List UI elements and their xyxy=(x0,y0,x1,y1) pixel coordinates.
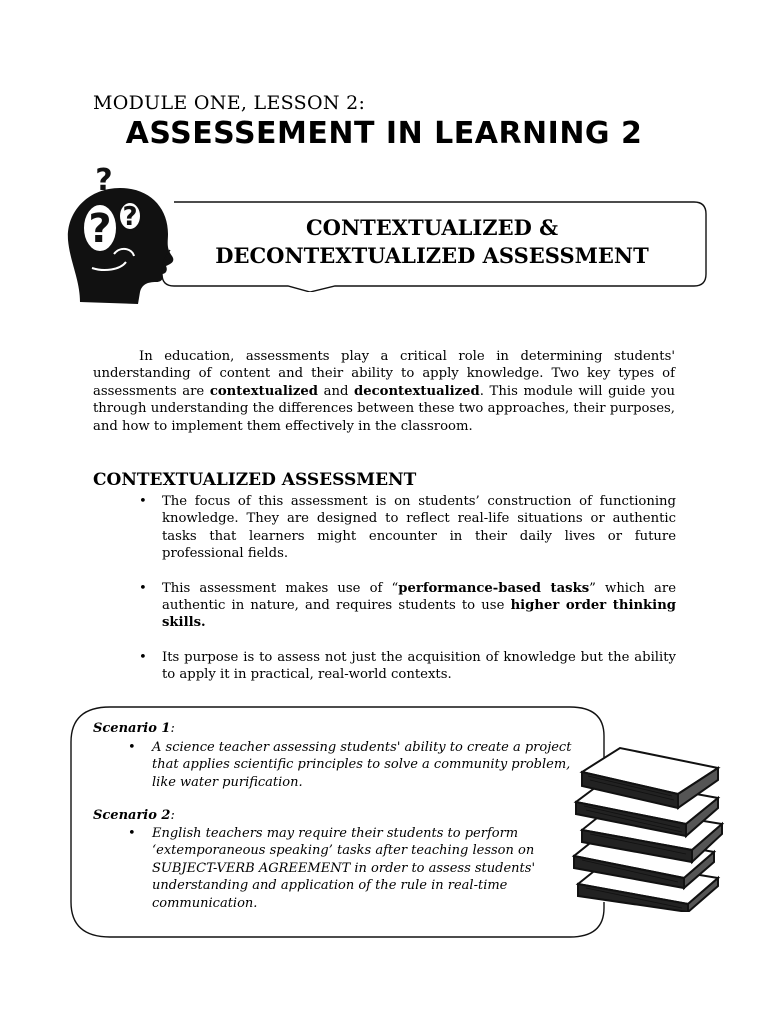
banner-heading xyxy=(172,214,692,270)
scenario-2-text: English teachers may require their students to perform ‘extemporaneous speaking’ tasks after teaching lesson on SUBJECT-VERB AGREEMENT in order to assess students' understanding and application of the rule in real-time communication. xyxy=(152,826,536,911)
term-decontextualized: decontextualized xyxy=(354,383,480,399)
banner-line-1: CONTEXTUALIZED & xyxy=(305,215,559,240)
bullet-list xyxy=(136,493,676,701)
section-heading: CONTEXTUALIZED ASSESSMENT xyxy=(93,470,417,490)
bullet-dot: • xyxy=(139,649,147,665)
intro-paragraph xyxy=(93,348,675,435)
scenario-2-title: Scenario 2 xyxy=(93,808,171,823)
scenario-1-label xyxy=(93,720,175,737)
bullet-dot: • xyxy=(128,826,136,841)
scenario-2-label xyxy=(93,807,175,824)
scenario-2-colon: : xyxy=(170,808,175,823)
banner-line-2: DECONTEXTUALIZED ASSESSMENT xyxy=(215,243,649,268)
list-item xyxy=(136,493,676,563)
scenario-1-item xyxy=(128,739,572,791)
bullet-text: Its purpose is to assess not just the acquisition of knowledge but the ability to apply it in practical, real-world contexts. xyxy=(162,649,676,683)
list-item xyxy=(136,649,676,684)
question-mark-top: ? xyxy=(95,163,113,198)
scenario-1-colon: : xyxy=(170,721,175,736)
intro-text-1: In education, assessments play a critical role in determining students' understanding of content and their ability to apply knowledge. Two key types of assessments are xyxy=(93,349,675,399)
scenario-1-text: A science teacher assessing students' ability to create a project that applies scientific principles to solve a community problem, like water purification. xyxy=(152,740,572,790)
bullet-text-a: This assessment makes use of “ xyxy=(162,580,399,596)
page-title: ASSESSEMENT IN LEARNING 2 xyxy=(125,116,643,151)
bullet-bold-performance-tasks: performance-based tasks xyxy=(398,580,590,596)
question-mark-small: ? xyxy=(122,202,138,232)
bullet-dot: • xyxy=(139,580,147,596)
bullet-bold-hots: higher order thinking skills. xyxy=(162,598,677,631)
intro-text-3: . This module will guide you through understanding the differences between these two approaches, their purposes, and how to implement them effectively in the classroom. xyxy=(93,383,675,434)
intro-text-2: and xyxy=(317,383,355,399)
stack-of-books-icon xyxy=(568,736,738,912)
bullet-text: The focus of this assessment is on students’ construction of functioning knowledge. They are designed to reflect real-life situations or authentic tasks that learners might encounter in their daily lives or future professional fields. xyxy=(162,494,676,562)
bullet-dot: • xyxy=(128,740,136,755)
scenario-1-title: Scenario 1 xyxy=(93,721,171,736)
list-item xyxy=(136,580,676,632)
bullet-text-c: ” which are authentic in nature, and requires students to use xyxy=(162,580,676,614)
module-lesson-label: MODULE ONE, LESSON 2: xyxy=(93,92,366,114)
term-contextualized: contextualized xyxy=(209,383,318,399)
scenario-2-item xyxy=(128,825,572,912)
question-mark-large: ? xyxy=(88,206,112,252)
bullet-dot: • xyxy=(139,494,147,509)
